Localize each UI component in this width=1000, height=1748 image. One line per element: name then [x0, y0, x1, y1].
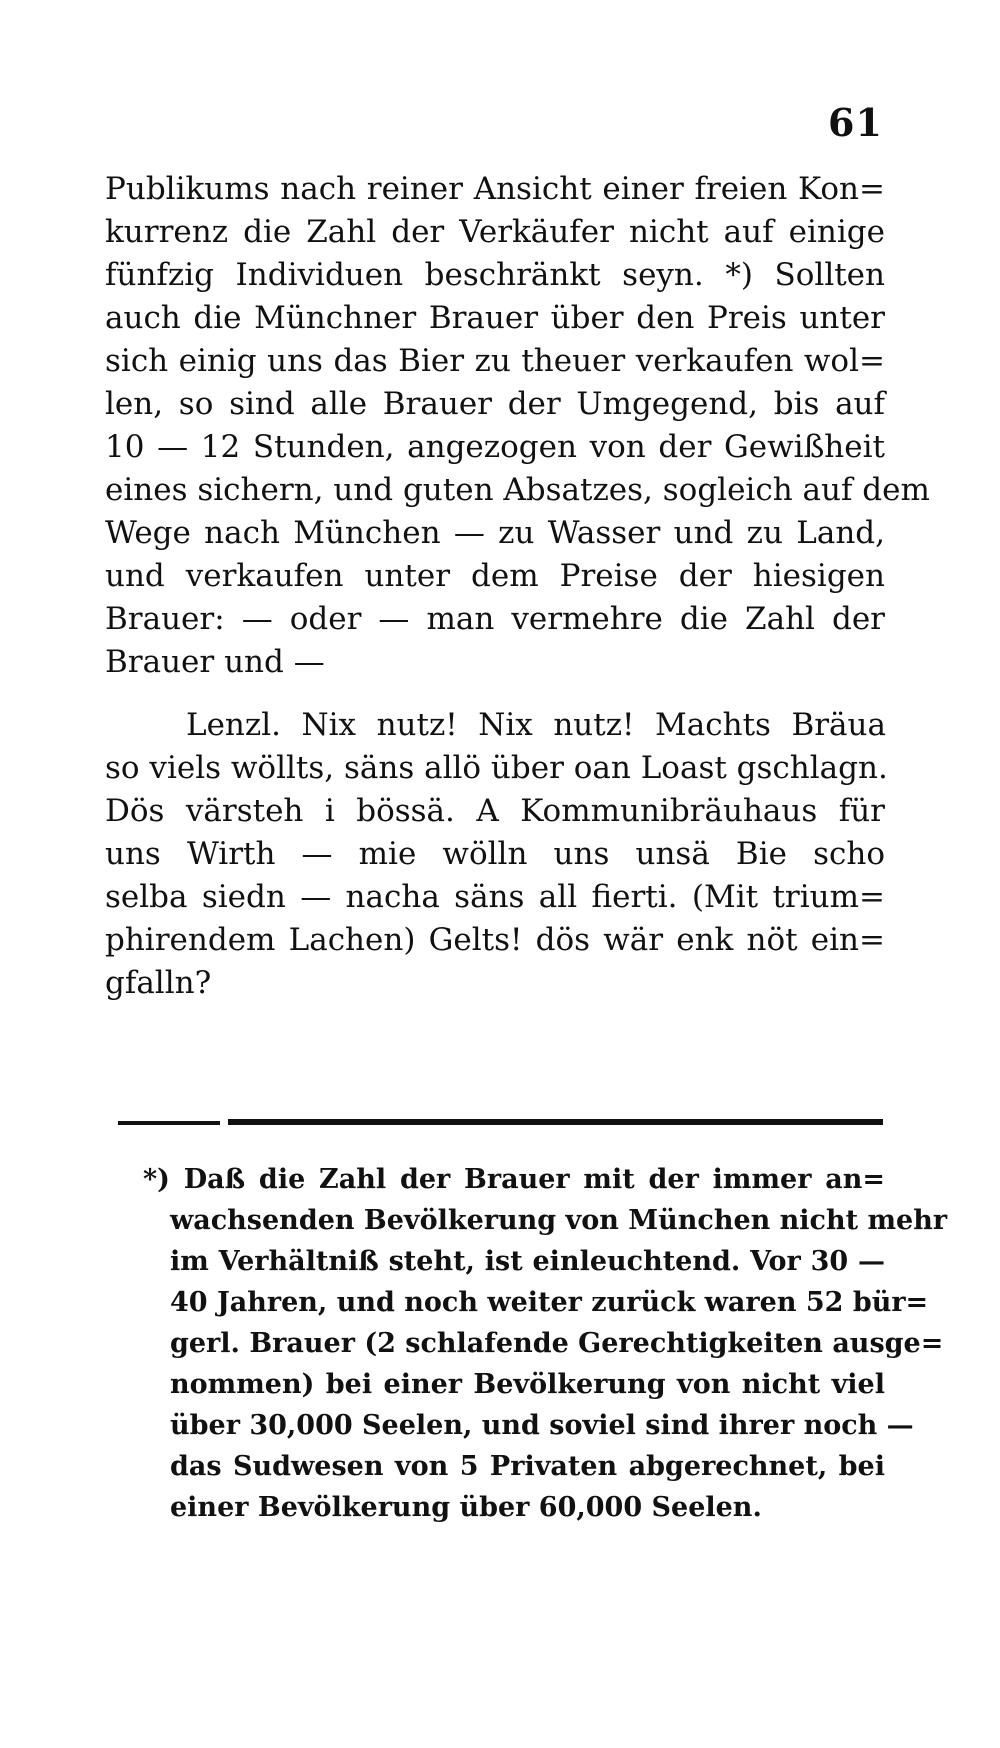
main-text-line: fünfzig Individuen beschränkt seyn. *) Sollten [105, 257, 885, 293]
main-text-line: sich einig uns das Bier zu theuer verkaufen wol= [105, 343, 885, 379]
speech-line: uns Wirth — mie wölln uns unsä Bie scho [105, 836, 885, 872]
main-text-line: auch die Münchner Brauer über den Preis unter [105, 300, 885, 336]
speech-line: selba siedn — nacha säns all fierti. (Mit trium= [105, 879, 885, 915]
footnote-line: wachsenden Bevölkerung von München nicht mehr [170, 1205, 948, 1236]
footnote-line: *) Daß die Zahl der Brauer mit der immer an= [143, 1164, 885, 1195]
footnote-separator-short [118, 1121, 220, 1125]
main-text-line: Brauer und — [105, 644, 325, 680]
footnote-line: über 30,000 Seelen, und soviel sind ihrer noch — [170, 1410, 914, 1441]
speech-line: phirendem Lachen) Gelts! dös wär enk nöt ein= [105, 922, 885, 958]
speech-line: so viels wöllts, säns allö über oan Loast gschlagn. [105, 750, 888, 786]
main-text-line: Publikums nach reiner Ansicht einer freien Kon= [105, 171, 885, 207]
speech-line: gfalln? [105, 965, 212, 1001]
speech-line: Lenzl. Nix nutz! Nix nutz! Machts Bräua [186, 707, 886, 743]
main-text-line: Brauer: — oder — man vermehre die Zahl der [105, 601, 885, 637]
footnote-line: nommen) bei einer Bevölkerung von nicht viel [170, 1369, 885, 1400]
main-text-line: len, so sind alle Brauer der Umgegend, bis auf [105, 386, 885, 422]
speech-line: Dös värsteh i bössä. A Kommunibräuhaus für [105, 793, 885, 829]
footnote-line: gerl. Brauer (2 schlafende Gerechtigkeiten ausge= [170, 1328, 944, 1359]
main-text-line: und verkaufen unter dem Preise der hiesigen [105, 558, 885, 594]
main-text-line: eines sichern, und guten Absatzes, sogleich auf dem [105, 472, 930, 508]
footnote-separator-long [228, 1119, 883, 1125]
page-number: 61 [828, 100, 883, 145]
main-text-line: kurrenz die Zahl der Verkäufer nicht auf einige [105, 214, 885, 250]
footnote-line: das Sudwesen von 5 Privaten abgerechnet, bei [170, 1451, 885, 1482]
main-text-line: 10 — 12 Stunden, angezogen von der Gewißheit [105, 429, 885, 465]
main-text-line: Wege nach München — zu Wasser und zu Land, [105, 515, 885, 551]
footnote-line: einer Bevölkerung über 60,000 Seelen. [170, 1492, 762, 1523]
footnote-line: 40 Jahren, und noch weiter zurück waren 52 bür= [170, 1287, 929, 1318]
footnote-line: im Verhältniß steht, ist einleuchtend. Vor 30 — [170, 1246, 885, 1277]
